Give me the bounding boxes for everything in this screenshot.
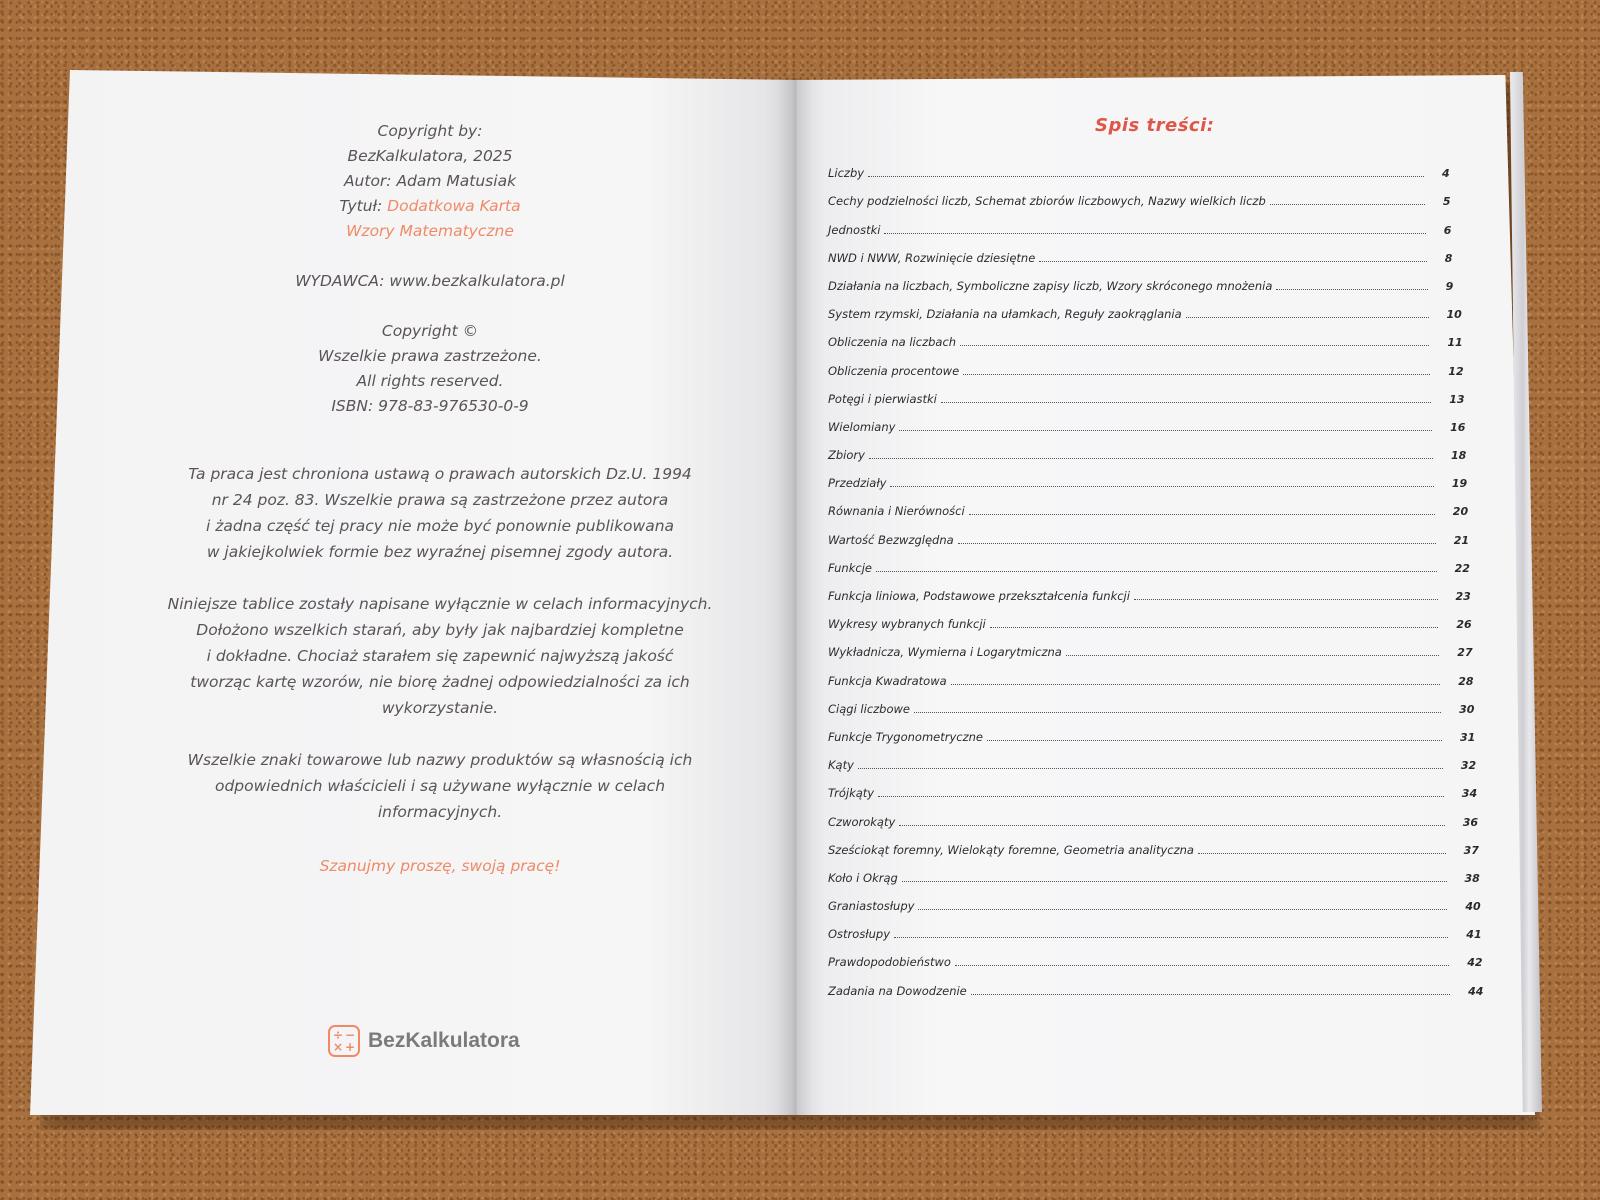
toc-entry-label: Trójkąty [828,786,875,801]
para2-line: Niniejsze tablice zostały napisane wyłącznie w celach informacyjnych. [167,595,713,613]
toc-leader-dots [1134,599,1438,600]
toc-entry-page: 34 [1461,787,1478,801]
toc-entry-page: 4 [1442,167,1450,181]
toc-entry-page: 42 [1467,956,1483,970]
toc-leader-dots [1276,289,1427,290]
toc-entry-page: 37 [1463,843,1479,857]
toc-leader-dots [890,486,1433,487]
toc-entry-page: 9 [1445,279,1454,293]
toc-leader-dots [990,627,1439,628]
toc-entry [828,180,1469,208]
brand-logo [328,1025,520,1057]
toc-entry-page: 27 [1457,646,1473,660]
copyright-symbol-line: Copyright © [381,322,479,340]
toc-title: Spis treści: [1095,115,1215,136]
toc-entry-label: Czworokąty [828,814,896,829]
toc-entry-label: Funkcja liniowa, Podstawowe przekształcenia funkcji [828,589,1130,603]
toc-entry-label: Koło i Okrąg [828,870,898,885]
toc-entry [828,575,1482,603]
toc-entry-label: Ciągi liczbowe [828,701,910,716]
table-of-contents [828,152,1498,998]
toc-entry-label: Potęgi i pierwiastki [828,391,937,406]
closing-line: Szanujmy proszę, swoją pracę! [319,857,561,875]
toc-entry-page: 32 [1460,759,1477,773]
toc-entry-label: Graniastosłupy [828,899,915,914]
calculator-icon [328,1025,360,1057]
toc-leader-dots [971,994,1450,995]
toc-entry-label: Kąty [828,758,854,773]
toc-entry-label: System rzymski, Działania na ułamkach, Reguły zaokrąglania [828,307,1182,322]
toc-entry [828,462,1478,490]
toc-entry [828,321,1473,349]
toc-leader-dots [899,430,1432,431]
toc-entry-label: Przedziały [828,476,887,491]
toc-entry-label: Jednostki [828,222,881,237]
toc-entry-label: Funkcje [828,560,872,575]
toc-entry [828,490,1479,518]
toc-leader-dots [868,176,1424,177]
toc-entry-page: 31 [1460,730,1476,744]
toc-entry-page: 28 [1458,674,1474,688]
para2-line: i dokładne. Chociaż starałem się zapewnić najwyższą jakość [206,647,674,665]
toc-entry-label: Równania i Nierówności [828,504,965,519]
toc-leader-dots [1186,317,1429,318]
plus-symbol: + [344,1040,356,1054]
toc-leader-dots [969,514,1435,515]
toc-leader-dots [987,740,1442,741]
toc-leader-dots [951,684,1441,685]
toc-entry-page: 18 [1451,449,1467,463]
toc-entry-page: 26 [1456,618,1472,632]
toc-entry [828,716,1486,744]
toc-entry-label: Działania na liczbach, Symboliczne zapisy liczb, Wzory skróconego mnożenia [828,278,1273,293]
toc-entry [828,378,1475,406]
toc-leader-dots [1039,261,1426,262]
toc-leader-dots [958,543,1436,544]
toc-entry-label: Liczby [828,166,865,181]
toc-entry-label: Funkcja Kwadratowa [828,673,947,688]
toc-entry [828,237,1471,265]
toc-entry-page: 5 [1442,195,1451,209]
toc-entry-page: 44 [1468,984,1484,998]
isbn: ISBN: 978-83-976530-0-9 [331,397,529,415]
divide-symbol: ÷ [332,1028,344,1042]
toc-entry [828,800,1489,828]
toc-entry-label: Wykładnicza, Wymierna i Logarytmiczna [828,645,1062,660]
toc-entry-page: 8 [1444,251,1453,265]
toc-entry-label: Zbiory [828,448,865,463]
para1-line: w jakiejkolwiek formie bez wyraźnej pisemnej zgody autora. [206,543,674,561]
toc-entry [828,434,1477,462]
toc-leader-dots [960,345,1429,346]
toc-entry-label: Funkcje Trygonometryczne [828,729,984,744]
toc-leader-dots [914,712,1441,713]
toc-entry [828,941,1493,969]
copyright-header: Copyright by: [377,122,483,140]
toc-entry-page: 38 [1464,871,1480,885]
para2-line: Dołożono wszelkich starań, aby były jak najbardziej kompletne [196,621,684,639]
toc-leader-dots [1198,853,1446,854]
title-part-1: Dodatkowa Karta [387,197,521,215]
toc-entry-label: Sześciokąt foremny, Wielokąty foremne, Geometria analityczna [828,842,1194,857]
logo-text: BezKalkulatora [368,1029,520,1052]
para3-line: informacyjnych. [377,803,503,821]
toc-entry-page: 10 [1446,308,1462,322]
para2-line: tworząc kartę wzorów, nie biorę żadnej odpowiedzialności za ich [190,673,690,691]
toc-leader-dots [1270,204,1425,205]
toc-entry-page: 21 [1453,533,1469,547]
publisher: WYDAWCA: www.bezkalkulatora.pl [295,272,565,290]
para1-line: i żadna część tej pracy nie może być ponownie publikowana [205,517,675,535]
toc-entry-label: NWD i NWW, Rozwinięcie dziesiętne [828,250,1036,265]
toc-entry-page: 23 [1455,590,1471,603]
toc-leader-dots [963,374,1430,375]
toc-entry-page: 40 [1465,900,1481,914]
toc-entry [828,406,1476,434]
toc-leader-dots [955,965,1449,966]
toc-entry-label: Obliczenia procentowe [828,363,960,378]
toc-leader-dots [869,458,1433,459]
toc-entry [828,631,1483,659]
toc-entry-page: 41 [1466,928,1482,942]
toc-entry [828,829,1490,857]
toc-entry [828,885,1491,913]
rights-en: All rights reserved. [356,372,504,390]
toc-entry [828,744,1487,772]
para3-line: Wszelkie znaki towarowe lub nazwy produktów są własnością ich [187,751,693,769]
para2-line: wykorzystanie. [381,699,499,717]
toc-entry-label: Wykresy wybranych funkcji [828,617,986,632]
toc-entry [828,547,1481,575]
toc-leader-dots [884,233,1425,234]
toc-entry-page: 20 [1452,505,1469,519]
toc-entry [828,688,1485,716]
toc-leader-dots [876,571,1437,572]
toc-entry-page: 36 [1462,815,1478,829]
toc-entry-label: Wartość Bezwzględna [828,532,954,547]
author: Autor: Adam Matusiak [343,172,517,190]
title-part-2: Wzory Matematyczne [346,222,514,240]
para1-line: Ta praca jest chroniona ustawą o prawach autorskich Dz.U. 1994 [188,465,692,483]
toc-entry-page: 11 [1447,336,1463,350]
toc-entry-label: Zadania na Dowodzenie [828,983,967,998]
toc-leader-dots [1066,655,1439,656]
toc-entry-label: Cechy podzielności liczb, Schemat zbiorów liczbowych, Nazwy wielkich liczb [828,194,1266,209]
toc-entry-page: 13 [1449,392,1465,406]
toc-entry [828,208,1470,236]
toc-entry-page: 30 [1459,702,1475,716]
toc-entry [828,913,1492,941]
toc-entry [828,603,1482,631]
para1-line: nr 24 poz. 83. Wszelkie prawa są zastrzeżone przez autora [211,491,669,509]
rights-pl: Wszelkie prawa zastrzeżone. [318,347,542,365]
toc-leader-dots [858,768,1443,769]
toc-entry [828,349,1474,377]
toc-entry-page: 19 [1451,477,1468,491]
toc-entry-page: 12 [1448,364,1464,378]
toc-entry [828,659,1484,687]
toc-entry [828,772,1488,800]
toc-entry-page: 6 [1443,223,1452,237]
times-symbol: × [332,1040,344,1054]
toc-entry-page: 16 [1450,420,1466,434]
toc-entry [828,265,1472,293]
para3-line: odpowiednich właścicieli i są używane wyłącznie w celach [214,777,666,795]
toc-entry-label: Obliczenia na liczbach [828,335,957,350]
toc-entry-label: Wielomiany [828,419,896,434]
toc-entry [828,152,1468,180]
toc-entry-label: Ostrosłupy [828,927,891,942]
toc-leader-dots [899,825,1444,826]
title-prefix: Tytuł: [339,197,383,215]
toc-entry [828,857,1491,885]
toc-leader-dots [878,796,1444,797]
toc-leader-dots [918,909,1447,910]
toc-entry [828,969,1494,997]
toc-entry-label: Prawdopodobieństwo [828,955,951,970]
toc-entry [828,518,1480,546]
toc-leader-dots [902,881,1447,882]
toc-leader-dots [941,402,1431,403]
toc-entry-page: 22 [1454,561,1470,575]
toc-entry [828,293,1473,321]
title-line [60,197,800,215]
minus-symbol: − [344,1028,356,1042]
copyright-holder: BezKalkulatora, 2025 [347,147,513,165]
toc-leader-dots [894,937,1448,938]
